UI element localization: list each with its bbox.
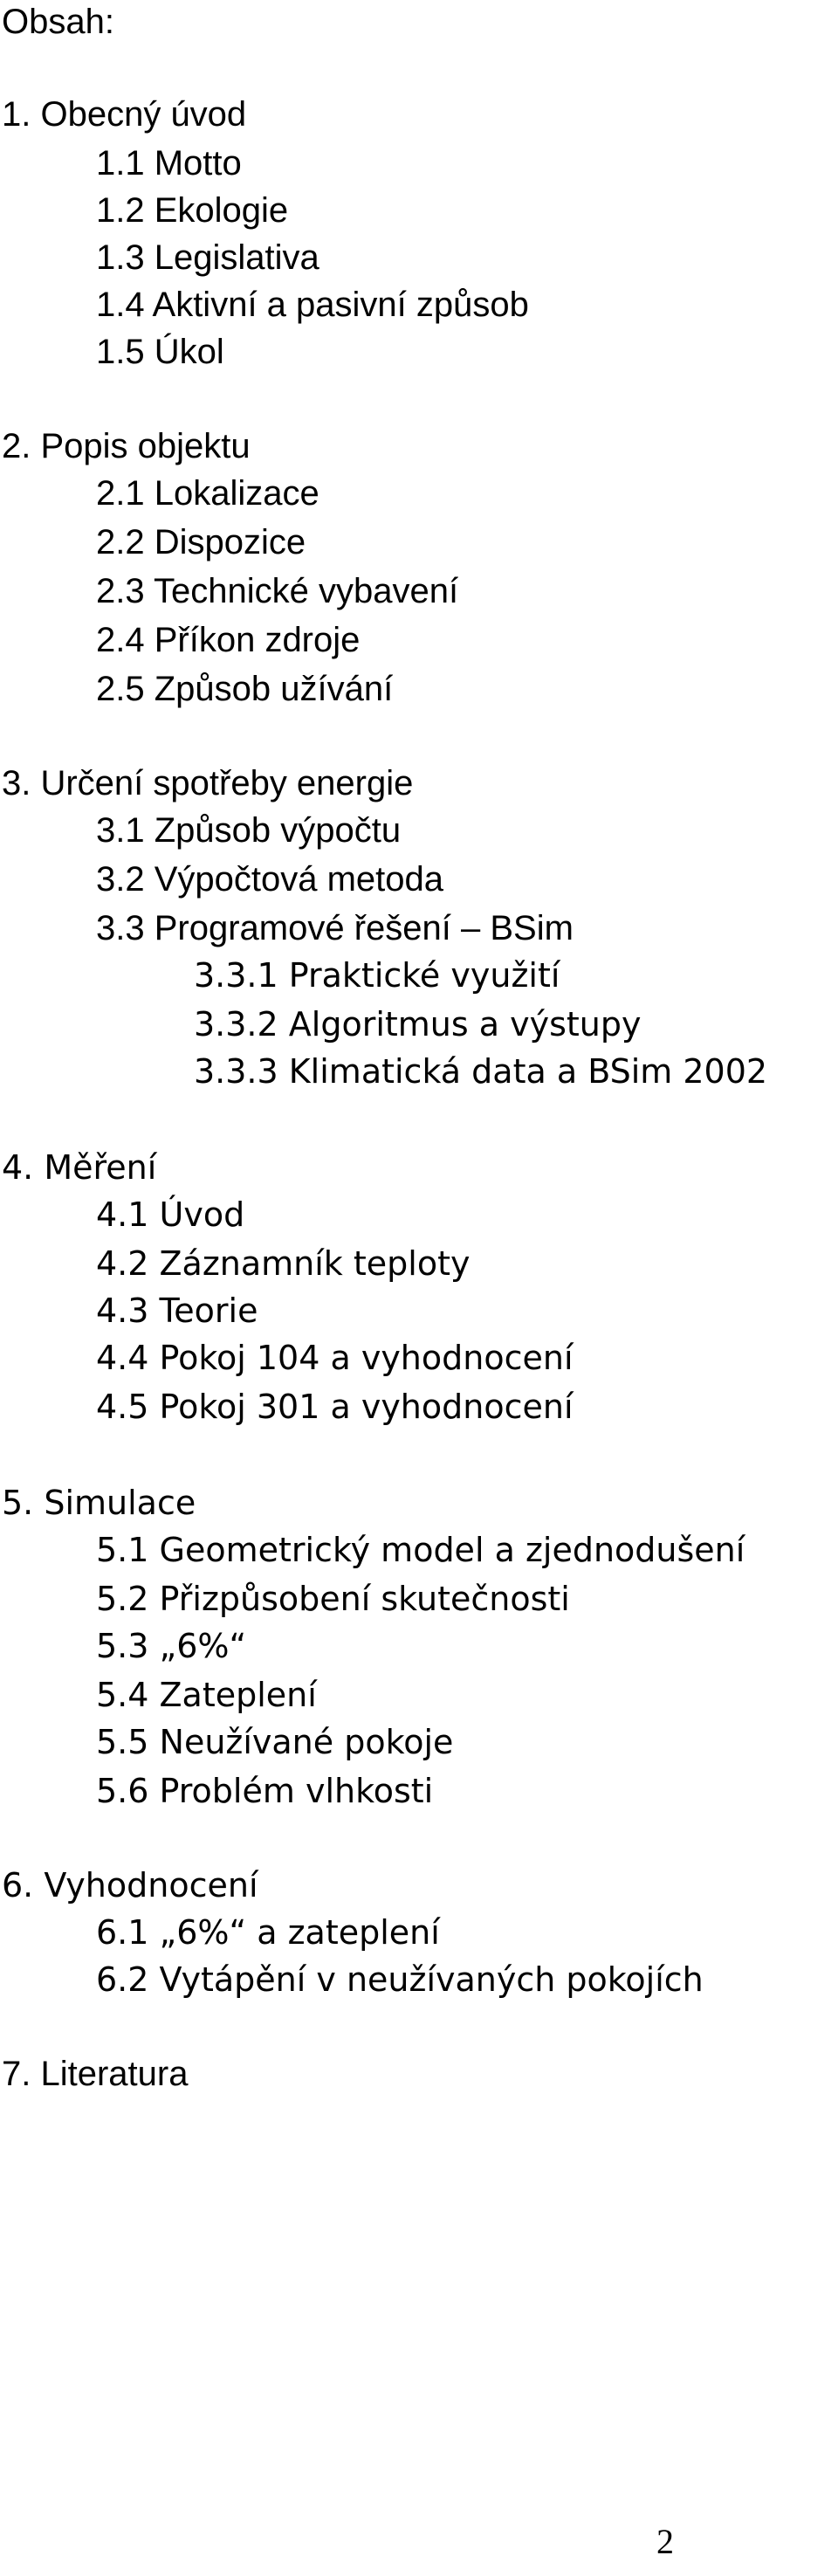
toc-entry: 1.1 Motto xyxy=(96,144,242,183)
toc-entry: 4.2 Záznamník teploty xyxy=(96,1244,471,1283)
toc-entry: 3.3.2 Algoritmus a výstupy xyxy=(194,1005,642,1043)
toc-entry: 6.1 „6%“ a zateplení xyxy=(96,1913,440,1952)
toc-entry: 1.3 Legislativa xyxy=(96,238,319,277)
toc-entry: 4. Měření xyxy=(2,1148,157,1187)
toc-entry: 3.2 Výpočtová metoda xyxy=(96,860,444,899)
toc-entry: 2.2 Dispozice xyxy=(96,523,306,561)
toc-entry: 5.6 Problém vlhkosti xyxy=(96,1772,434,1810)
toc-entry: 2.3 Technické vybavení xyxy=(96,572,459,610)
toc-entry: 2.5 Způsob užívání xyxy=(96,670,394,708)
toc-entry: 3.3.1 Praktické využití xyxy=(194,956,560,995)
toc-entry: 4.4 Pokoj 104 a vyhodnocení xyxy=(96,1339,574,1377)
toc-entry: 1.4 Aktivní a pasivní způsob xyxy=(96,286,529,324)
toc-entry: 5.2 Přizpůsobení skutečnosti xyxy=(96,1580,570,1618)
toc-entry: 6. Vyhodnocení xyxy=(2,1866,258,1904)
toc-entry: 2. Popis objektu xyxy=(2,427,251,465)
toc-entry: 4.3 Teorie xyxy=(96,1291,258,1330)
toc-entry: 2.1 Lokalizace xyxy=(96,474,319,513)
toc-entry: 3.1 Způsob výpočtu xyxy=(96,811,402,850)
toc-entry: 3.3 Programové řešení – BSim xyxy=(96,909,574,947)
toc-entry: 1.2 Ekologie xyxy=(96,191,289,230)
toc-entry: 5.5 Neužívané pokoje xyxy=(96,1723,454,1761)
toc-entry: 3.3.3 Klimatická data a BSim 2002 xyxy=(194,1052,768,1091)
toc-entry: 3. Určení spotřeby energie xyxy=(2,764,414,802)
toc-entry: 5. Simulace xyxy=(2,1484,196,1522)
toc-entry: 2.4 Příkon zdroje xyxy=(96,621,361,659)
toc-entry: 5.1 Geometrický model a zjednodušení xyxy=(96,1531,745,1569)
toc-entry: 4.5 Pokoj 301 a vyhodnocení xyxy=(96,1388,574,1426)
toc-entry: 6.2 Vytápění v neužívaných pokojích xyxy=(96,1960,704,1999)
toc-entry: 7. Literatura xyxy=(2,2055,189,2093)
toc-entry: 4.1 Úvod xyxy=(96,1195,245,1234)
toc-entry: 1.5 Úkol xyxy=(96,333,224,371)
page-number: 2 xyxy=(656,2522,674,2561)
toc-entry: 1. Obecný úvod xyxy=(2,95,247,134)
toc-entry: 5.4 Zateplení xyxy=(96,1676,317,1714)
page-title: Obsah: xyxy=(2,3,114,41)
toc-entry: 5.3 „6%“ xyxy=(96,1627,247,1665)
